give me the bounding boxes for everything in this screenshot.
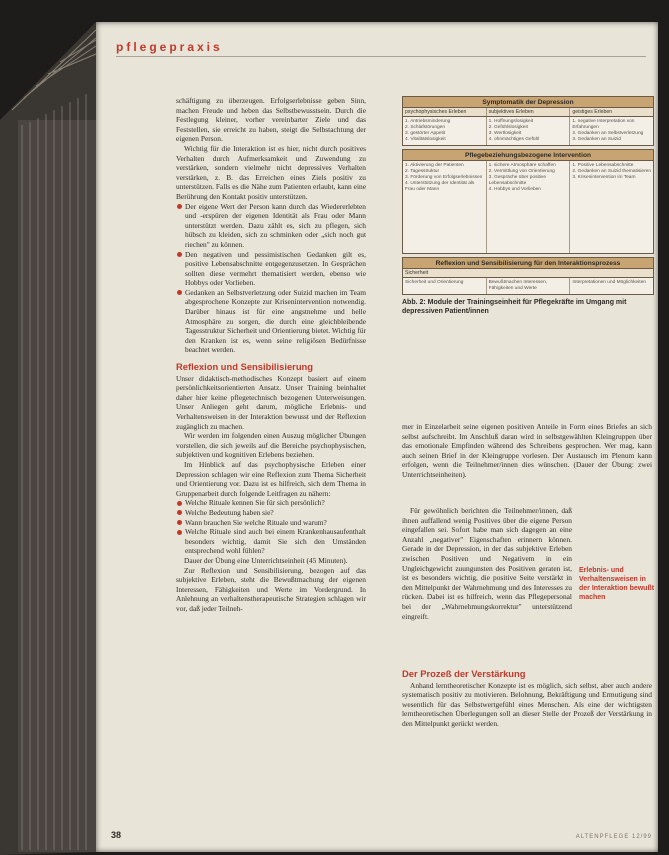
- question-item: Welche Rituale sind auch bei einem Krankenhausaufenthalt besonders wichtig, damit Sie sich den Umständen entsprechend wohl fühlen?: [176, 527, 366, 556]
- paragraph: Unser didaktisch-methodisches Konzept basiert auf einem persönlichkeitsorientierten Ansatz. Unser Training beinhaltet daher hier keine pflegetechnisch bezogenen Unterweisungen. Unser Anliegen geht darum, mögliche Erlebnis- und Verhaltensweisen in der Interaktion bewusst und der Reflexion zugänglich zu machen.: [176, 373, 366, 431]
- bullet-item: Gedanken an Selbstverletzung oder Suizid machen im Team abgesprochene Konzepte zur Krisenintervention notwendig. Darüber hinaus ist für eine angstnehme und helle Atmosphäre zu sorgen, die durch eine gleichbleibende Tagesstruktur Sicherheit und Orientierung bietet. Wichtig für den Kranken ist es, wenn seine religiösen Bedürfnisse beachtet werden.: [176, 288, 366, 355]
- paragraph: Zur Reflexion und Sensibilisierung, bezogen auf das subjektive Erleben, steht die Bewußtmachung der eigenen Interessen, Fähigkeiten und Werte im Vordergrund. In Anlehnung an verhaltenstherapeutische Strategien schlagen wir vor, daß jeder Teilneh-: [176, 565, 366, 613]
- paragraph: Anhand lerntheoretischer Konzepte ist es möglich, sich selbst, aber auch andere systematisch positiv zu motivieren. Belohnung, Bekräftigung und Ermutigung sind wesentlich für das Selbstwertgefühl eines Menschen. Als eine der wichtigsten lerntheoretischen Überlegungen soll an dieser Stelle der Prozeß der Verstärkung in den Mittelpunkt gerückt werden.: [402, 680, 652, 728]
- section-heading: Der Prozeß der Verstärkung: [402, 668, 526, 679]
- table-cell: 1. Antriebsminderung 2. Schlafstörungen 3. gestörter Appetit 4. Vitalitätslosigkeit: [403, 117, 487, 145]
- table-interventions: [402, 149, 654, 254]
- right-column-bottom: [402, 662, 652, 729]
- page-footer: ALTENPFLEGE 12/99: [575, 834, 652, 840]
- table-reflection: [402, 257, 654, 295]
- paragraph: schäftigung zu überzeugen. Erfolgserlebnisse geben Sinn, machen Freude und heben das Selbstbewusstsein. Durch die Festlegung kleiner, vorher vereinbarter Ziele und das Feststellen, sie erreicht zu haben, steigt die Selbstachtung der eigenen Person.: [176, 96, 366, 144]
- table-header: geistiges Erleben: [572, 109, 613, 115]
- left-column: [176, 96, 366, 613]
- figure-caption: Abb. 2: Module der Trainingseinheit für Pflegekräfte im Umgang mit depressiven Patient/innen: [402, 299, 627, 315]
- paragraph: Wir werden im folgenden einen Auszug möglicher Übungen vorstellen, die sich jeweils auf die Bereiche psychophysischen, subjektiven und kognitiven Erlebens beziehen.: [176, 431, 366, 460]
- paragraph: Wichtig für die Interaktion ist es hier, nicht durch positives Verhalten durch Aufmerksamkeit und Zuwendung zu verstärken, sondern vielmehr nicht depressives Verhalten verstärken, z. B. das Erreichen eines Ziels positiv zu unterstützen. Falls es die Nähe zum Patienten erlaubt, kann eine Berührung den Kontakt positiv unterstützen.: [176, 143, 366, 201]
- question-item: Welche Rituale kennen Sie für sich persönlich?: [176, 498, 366, 508]
- page-number: 38: [111, 830, 122, 840]
- magazine-page: [96, 22, 658, 852]
- question-item: Wann brauchen Sie welche Rituale und warum?: [176, 518, 366, 528]
- table-headers: [403, 108, 653, 117]
- table-cell: Interpretationen und Möglichkeiten: [572, 280, 646, 285]
- table-title: Reflexion und Sensibilisierung für den Interaktionsprozess: [403, 258, 653, 269]
- table-row: [403, 117, 653, 145]
- paragraph: Im Hinblick auf das psychophysische Erleben einer Depression schlagen wir eine Reflexion zum Thema Sicherheit und Orientierung vor. Dazu ist es hilfreich, sich dem Thema in Gruppenarbeit durch folgende Leitfragen zu nähern:: [176, 459, 366, 498]
- table-header: subjektives Erleben: [487, 108, 571, 116]
- table-cell: 1. Positive Lebensabschnitte 2. Gedanken an Suizid thematisieren 3. Krisenintervention im Team: [572, 163, 652, 180]
- bullet-item: Der eigene Wert der Person kann durch das Wiedererlebten und -erspüren der eigenen Identität als Frau oder Mann unterstützt werden. Dazu zählt es, sich zu pflegen, sich hübsch zu kleiden, sich zu schminken oder „sich noch gut riechen" zu können.: [176, 202, 366, 250]
- table-cell: 1. sichere Atmosphäre schaffen 2. Vermittlung von Orientierung 3. Gespräche über positive Lebensabschnitte 4. Hobbys und Vorlieben: [487, 161, 571, 253]
- table-row: [403, 161, 653, 253]
- figure-module-table: [402, 96, 654, 316]
- paragraph: mer in Einzelarbeit seine eigenen positiven Anteile in Form eines Briefes an sich selbst aufschreibt. Im Anschluß daran wird in selbstgewählten Kleingruppen über das emotionale Empfinden während des Schreibens gesprochen. Wer mag, kann auch seinen Brief in der Kleingruppe vorlesen. Der Austausch im Plenum kann erfolgen, wenn die Teilnehmer/innen dies wünschen. (Dauer der Übung: zwei Unterrichtseinheiten).: [402, 422, 652, 479]
- table-subheader: [403, 269, 653, 278]
- right-column: [402, 422, 652, 480]
- table-cell: 1. Aktivierung der Patienten 2. Tagesstruktur 3. Förderung von Erfolgserlebnissen 4. Unterstützung der Identität als Frau oder Mann: [403, 161, 487, 253]
- table-symptoms: [402, 96, 654, 146]
- section-heading: Reflexion und Sensibilisierung: [176, 361, 313, 373]
- table-cell: 1. negative Interpretation von Erfahrungen 2. Gedanken an Selbstverletzung 3. Gedanken an Suizid: [572, 119, 644, 142]
- table-cell: Sicherheit und Orientierung: [403, 278, 487, 294]
- paragraph: Dauer der Übung eine Unterrichtseinheit (45 Minuten).: [184, 555, 348, 565]
- table-header: psychophysisches Erleben: [403, 108, 487, 116]
- paragraph: Für gewöhnlich berichten die Teilnehmer/innen, daß ihnen auffallend wenig Positives über die eigene Person eingefallen sei. Sofort habe man sich dagegen an eine Anzahl „negativer" Eigenschaften erinnern können. Gerade in der Depression, in der das subjektive Erleben zwischen Positiven und Negativem in ein Ungleichgewicht zuungunsten des Positiven geraten ist, ist es besonders wichtig, die positive Seite verstärkt in den Mittelpunkt der Wahrnehmung und des Interesses zu rücken. Dabei ist es hilfreich, wenn das Pflegepersonal bei der „Wahrnehmungskorrektur" unterstützend eingreift.: [402, 506, 572, 621]
- table-cell: 1. Hoffnungslosigkeit 2. Gefühlslosigkeit 3. Wertlosigkeit 4. ohnmächtiges Gefühl: [487, 117, 571, 145]
- question-item: Welche Bedeutung haben sie?: [176, 508, 366, 518]
- header-rule: [116, 56, 646, 57]
- right-column-narrow: [402, 506, 572, 621]
- table-row: [403, 278, 653, 294]
- table-subtitle: Sicherheit: [405, 270, 429, 276]
- table-title: Symptomatik der Depression: [403, 97, 653, 108]
- bullet-item: Den negativen und pessimistischen Gedanken gilt es, positive Lebensabschnitte entgegenzusetzen. In Gesprächen sollten diese vermehrt thematisiert werden, ebenso wie Hobbys oder Vorlieben.: [176, 250, 366, 288]
- table-title: Pflegebeziehungsbezogene Intervention: [403, 150, 653, 161]
- table-cell: Bewußtmachen Interessen, Fähigkeiten und Werte: [487, 278, 571, 294]
- pull-quote: Erlebnis- und Verhaltensweisen in der Interaktion bewußt machen: [579, 567, 655, 601]
- page-header: pflegepraxis: [116, 40, 223, 54]
